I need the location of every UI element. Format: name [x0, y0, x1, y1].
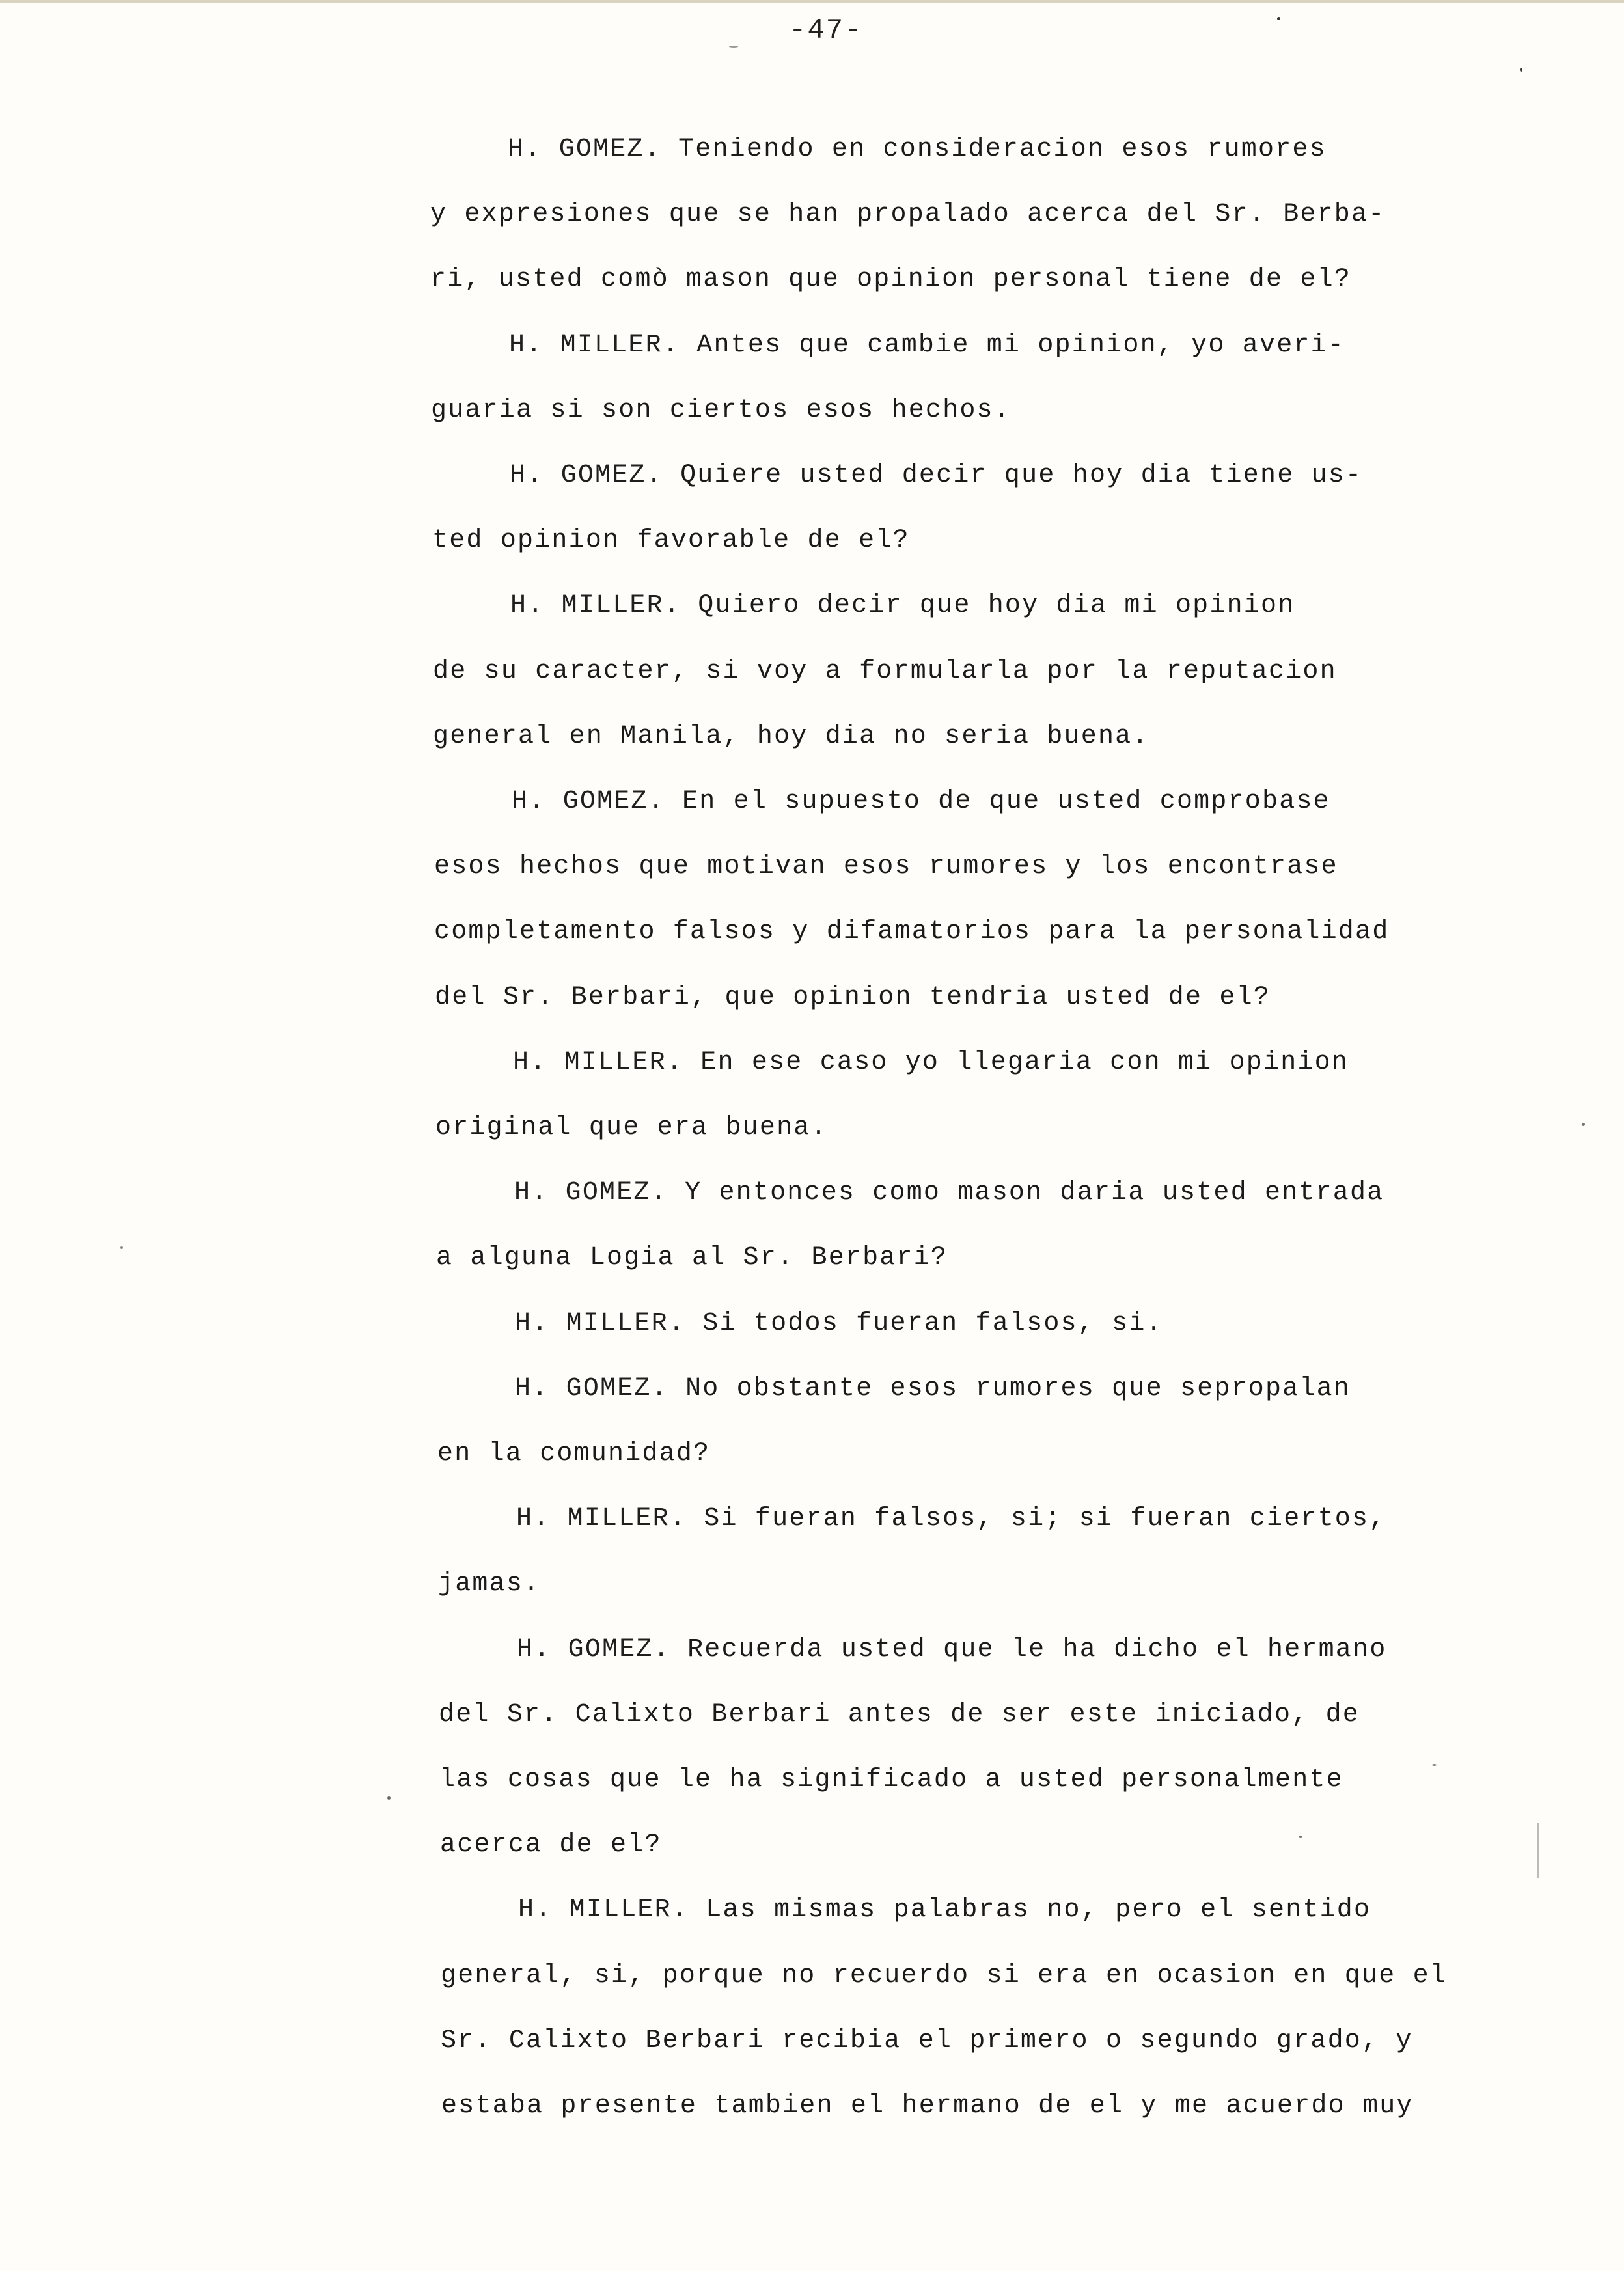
paragraph-continuation-line: del Sr. Calixto Berbari antes de ser este iniciado, de [439, 1700, 1360, 1729]
paragraph-first-line [515, 1311, 1163, 1337]
speaker-label: H. GOMEZ. [512, 787, 665, 816]
paragraph-continuation-line: las cosas que le ha significado a usted personalmente [439, 1765, 1343, 1795]
paragraph-continuation-line: de su caracter, si voy a formularla por la reputacion [433, 657, 1337, 686]
paragraph-first-line [512, 789, 1330, 815]
paragraph-first-line [517, 1637, 1386, 1663]
speaker-label: H. MILLER. [516, 1504, 687, 1534]
speech-text: Quiero decir que hoy dia mi opinion [698, 591, 1295, 620]
paragraph-first-line [518, 1897, 1371, 1923]
speaker-label: H. MILLER. [510, 591, 681, 620]
scan-speck [1432, 1764, 1437, 1766]
paragraph-continuation-line: general en Manila, hoy dia no seria buena. [433, 722, 1149, 751]
paragraph-continuation-line: guaria si son ciertos esos hechos. [431, 396, 1011, 425]
paragraph-continuation-line: y expresiones que se han propalado acerca del Sr. Berba- [430, 200, 1386, 229]
scan-speck [1520, 68, 1522, 72]
paragraph-first-line [509, 333, 1345, 359]
paragraph-continuation-line: del Sr. Berbari, que opinion tendria usted de el? [435, 983, 1271, 1012]
paragraph-continuation-line: original que era buena. [435, 1113, 828, 1142]
speech-text: No obstante esos rumores que sepropalan [685, 1374, 1351, 1403]
speech-text: En ese caso yo llegaria con mi opinion [700, 1048, 1349, 1077]
speech-text: Las mismas palabras no, pero el sentido [706, 1895, 1371, 1925]
speech-text: Si fueran falsos, si; si fueran ciertos, [704, 1504, 1386, 1534]
speech-text: Si todos fueran falsos, si. [702, 1309, 1163, 1338]
paragraph-continuation-line: a alguna Logia al Sr. Berbari? [436, 1243, 948, 1273]
paragraph-continuation-line: Sr. Calixto Berbari recibia el primero o segundo grado, y [441, 2026, 1413, 2056]
speech-text: Y entonces como mason daria usted entrada [685, 1178, 1384, 1207]
scan-speck [1582, 1123, 1585, 1126]
paragraph-first-line [516, 1506, 1386, 1532]
paragraph-first-line [510, 593, 1295, 619]
speech-text: Teniendo en consideracion esos rumores [678, 135, 1327, 164]
speaker-label: H. GOMEZ. [517, 1635, 670, 1664]
paragraph-first-line [508, 137, 1327, 163]
paragraph-continuation-line: esos hechos que motivan esos rumores y los encontrase [434, 852, 1338, 881]
scan-speck [387, 1796, 391, 1800]
page-top-edge [0, 0, 1624, 3]
speech-text: Recuerda usted que le ha dicho el hermano [687, 1635, 1387, 1664]
paragraph-continuation-line: jamas. [438, 1569, 541, 1599]
speaker-label: H. GOMEZ. [515, 1374, 668, 1403]
page-number: -47- [789, 14, 863, 47]
scan-speck [1277, 17, 1280, 20]
speech-text: Antes que cambie mi opinion, yo averi- [696, 331, 1345, 360]
speech-text: Quiere usted decir que hoy dia tiene us- [680, 461, 1363, 490]
speaker-label: H. GOMEZ. [514, 1178, 668, 1207]
paragraph-continuation-line: ri, usted comò mason que opinion personal tiene de el? [430, 265, 1352, 294]
paragraph-first-line [514, 1180, 1384, 1206]
scan-speck [729, 46, 738, 48]
paragraph-first-line [515, 1376, 1351, 1402]
paragraph-continuation-line: acerca de el? [440, 1830, 662, 1860]
paragraph-first-line [510, 463, 1362, 489]
paragraph-first-line [513, 1050, 1349, 1076]
speaker-label: H. MILLER. [518, 1895, 689, 1925]
paragraph-continuation-line: en la comunidad? [437, 1439, 711, 1468]
speaker-label: H. MILLER. [509, 331, 680, 360]
paragraph-continuation-line: estaba presente tambien el hermano de el y me acuerdo muy [441, 2091, 1414, 2121]
speaker-label: H. MILLER. [513, 1048, 684, 1077]
speaker-label: H. MILLER. [515, 1309, 686, 1338]
paragraph-continuation-line: completamento falsos y difamatorios para la personalidad [434, 917, 1390, 946]
speaker-label: H. GOMEZ. [510, 461, 663, 490]
speech-text: En el supuesto de que usted comprobase [682, 787, 1330, 816]
speaker-label: H. GOMEZ. [508, 135, 661, 164]
paragraph-continuation-line: ted opinion favorable de el? [432, 526, 910, 555]
scan-speck [1299, 1836, 1302, 1838]
scan-speck [120, 1246, 123, 1249]
paragraph-continuation-line: general, si, porque no recuerdo si era en ocasion en que el [441, 1961, 1448, 1990]
scan-mark [1537, 1823, 1539, 1878]
